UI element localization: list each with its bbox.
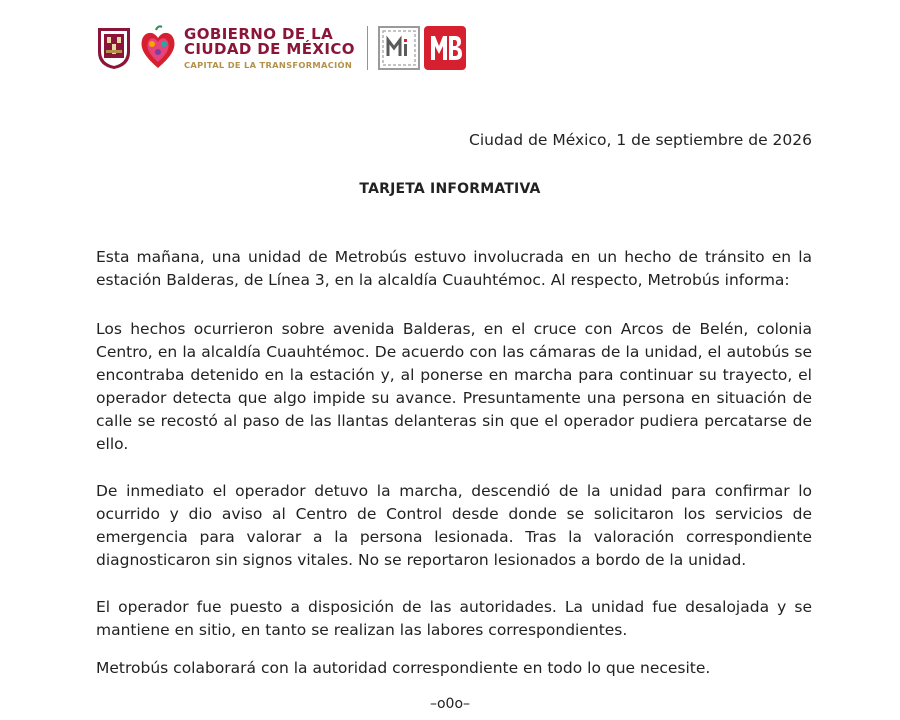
paragraph-4: El operador fue puesto a disposición de las autoridades. La unidad fue desalojada y se mantiene en sitio, en tanto se realizan las labores correspondientes. (96, 598, 812, 639)
heart-emblem-icon (138, 24, 178, 72)
paragraph-5: Metrobús colaborará con la autoridad correspondiente en todo lo que necesite. (96, 659, 711, 677)
closing-mark: –o0o– (429, 696, 471, 712)
cdmx-shield-icon (96, 26, 132, 70)
header-divider (367, 26, 368, 70)
gov-line-1: GOBIERNO DE LA (184, 24, 334, 43)
government-name (184, 24, 355, 70)
document-title: TARJETA INFORMATIVA (359, 181, 541, 197)
paragraph-1: Esta mañana, una unidad de Metrobús estuvo involucrada en un hecho de tránsito en la estación Balderas, de Línea 3, en la alcaldía Cuauhtémoc. Al respecto, Metrobús informa: (96, 248, 812, 289)
letterhead (96, 22, 466, 74)
paragraph-2: Los hechos ocurrieron sobre avenida Balderas, en el cruce con Arcos de Belén, colonia Centro, en la alcaldía Cuauhtémoc. De acuerdo con las cámaras de la unidad, el autobús se encontraba detenido en la estación y, al ponerse en marcha para continuar su trayecto, el operador detecta que algo impide su avance. Presuntamente una persona en situación de calle se recostó al paso de las llantas delanteras sin que el operador pudiera percatarse de ello. (96, 320, 812, 453)
paragraph-3: De inmediato el operador detuvo la marcha, descendió de la unidad para confirmar lo ocurrido y dio aviso al Centro de Control desde donde se solicitaron los servicios de emergencia para valorar a la persona lesionada. Tras la valoración correspondiente diagnosticaron sin signos vitales. No se reportaron lesionados a bordo de la unidad. (96, 482, 812, 569)
mi-logo-icon (378, 26, 420, 70)
metrobus-logo-icon (424, 26, 466, 70)
gov-subtitle: CAPITAL DE LA TRANSFORMACIÓN (184, 59, 353, 70)
document-date: Ciudad de México, 1 de septiembre de 2026 (469, 131, 812, 149)
gov-line-2: CIUDAD DE MÉXICO (184, 39, 355, 58)
